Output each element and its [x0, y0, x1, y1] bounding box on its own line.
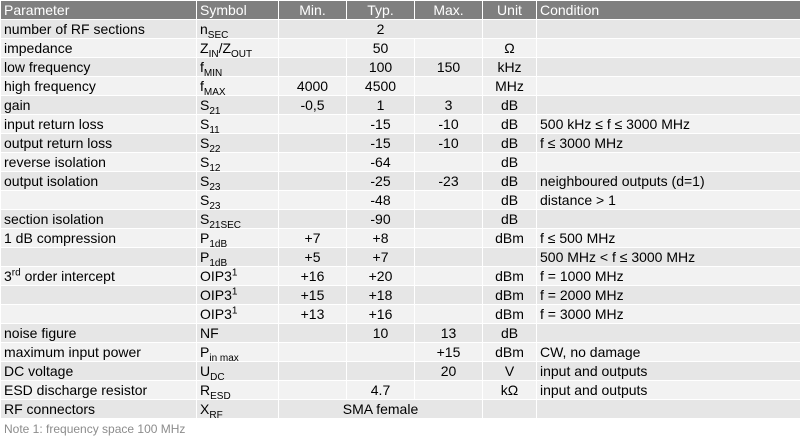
table-row — [1, 39, 800, 58]
min-cell — [279, 39, 347, 58]
max-cell: 3 — [415, 96, 483, 115]
table-row — [1, 229, 800, 248]
condition-cell: 500 MHz < f ≤ 3000 MHz — [537, 248, 800, 267]
parameter-text: number of RF sections — [4, 21, 145, 37]
symbol-cell — [197, 381, 279, 400]
symbol-base: S — [200, 135, 209, 151]
symbol-cell — [197, 172, 279, 191]
typ-cell: -90 — [347, 210, 415, 229]
symbol-subscript: DC — [210, 372, 224, 381]
parameter-cell — [1, 115, 197, 134]
typ-cell — [347, 362, 415, 381]
min-cell — [279, 210, 347, 229]
symbol-cell — [197, 362, 279, 381]
symbol-tail: /Z — [219, 40, 231, 56]
symbol-cell — [197, 248, 279, 267]
parameter-cell — [1, 77, 197, 96]
parameter-cell — [1, 267, 197, 286]
parameter-cell — [1, 229, 197, 248]
max-cell — [415, 229, 483, 248]
max-cell: 13 — [415, 324, 483, 343]
min-cell — [279, 134, 347, 153]
parameter-text: section isolation — [4, 211, 104, 227]
unit-cell: dB — [483, 210, 537, 229]
max-cell — [415, 267, 483, 286]
unit-cell: dB — [483, 172, 537, 191]
symbol-subscript: IN — [209, 49, 219, 58]
symbol-base: S — [200, 154, 209, 170]
condition-cell: f ≤ 500 MHz — [537, 229, 800, 248]
table-row — [1, 248, 800, 267]
symbol-cell — [197, 305, 279, 324]
unit-cell: Ω — [483, 39, 537, 58]
symbol-base: f — [200, 59, 204, 75]
parameter-cell — [1, 210, 197, 229]
symbol-base: X — [200, 401, 209, 417]
header-min: Min. — [279, 1, 347, 20]
typ-cell: 4500 — [347, 77, 415, 96]
parameter-cell — [1, 324, 197, 343]
unit-cell: dB — [483, 324, 537, 343]
min-cell — [279, 191, 347, 210]
typ-cell: -64 — [347, 153, 415, 172]
symbol-base: NF — [200, 325, 219, 341]
parameter-cell — [1, 58, 197, 77]
symbol-base: S — [200, 97, 209, 113]
symbol-superscript: 1 — [232, 286, 238, 297]
unit-cell: dB — [483, 134, 537, 153]
header-condition: Condition — [537, 1, 800, 20]
symbol-cell — [197, 400, 279, 419]
max-cell: 20 — [415, 362, 483, 381]
symbol-subscript-2: OUT — [231, 49, 252, 58]
max-cell: +15 — [415, 343, 483, 362]
table-row — [1, 324, 800, 343]
parameter-text: DC voltage — [4, 363, 73, 379]
symbol-superscript: 1 — [232, 305, 238, 316]
typ-cell: -25 — [347, 172, 415, 191]
condition-cell — [537, 153, 800, 172]
unit-cell: dB — [483, 191, 537, 210]
symbol-subscript: RF — [209, 410, 222, 419]
max-cell — [415, 77, 483, 96]
parameter-tail: order intercept — [21, 268, 115, 284]
symbol-base: OIP3 — [200, 287, 232, 303]
typ-cell: 100 — [347, 58, 415, 77]
symbol-cell — [197, 343, 279, 362]
parameter-cell — [1, 400, 197, 419]
symbol-base: P — [200, 230, 209, 246]
symbol-cell — [197, 191, 279, 210]
unit-cell: dBm — [483, 267, 537, 286]
condition-cell — [537, 20, 800, 39]
parameter-cell — [1, 305, 197, 324]
parameter-cell — [1, 248, 197, 267]
parameter-cell — [1, 381, 197, 400]
unit-cell: dB — [483, 153, 537, 172]
max-cell: -10 — [415, 115, 483, 134]
unit-cell: kΩ — [483, 381, 537, 400]
condition-cell — [537, 210, 800, 229]
symbol-subscript: 22 — [209, 144, 220, 153]
condition-cell — [537, 96, 800, 115]
table-row — [1, 362, 800, 381]
typ-cell: +16 — [347, 305, 415, 324]
symbol-cell — [197, 267, 279, 286]
symbol-subscript: 23 — [209, 201, 220, 210]
symbol-subscript: 1dB — [209, 239, 227, 248]
symbol-base: Z — [200, 40, 209, 56]
typ-cell: -15 — [347, 134, 415, 153]
symbol-base: S — [200, 211, 209, 227]
typ-cell: +18 — [347, 286, 415, 305]
symbol-subscript: 12 — [209, 163, 220, 172]
table-body — [1, 20, 800, 419]
parameter-cell — [1, 39, 197, 58]
header-row — [1, 1, 800, 20]
unit-cell — [483, 400, 537, 419]
parameter-text: 3 — [4, 268, 12, 284]
typ-cell: -48 — [347, 191, 415, 210]
parameter-text: input return loss — [4, 116, 104, 132]
typ-cell: +8 — [347, 229, 415, 248]
condition-cell — [537, 324, 800, 343]
unit-cell: dB — [483, 96, 537, 115]
symbol-cell — [197, 115, 279, 134]
min-cell: 4000 — [279, 77, 347, 96]
condition-cell: distance > 1 — [537, 191, 800, 210]
parameter-text: noise figure — [4, 325, 76, 341]
parameter-text: impedance — [4, 40, 73, 56]
condition-cell: f ≤ 3000 MHz — [537, 134, 800, 153]
condition-cell: neighboured outputs (d=1) — [537, 172, 800, 191]
min-cell: +13 — [279, 305, 347, 324]
symbol-cell — [197, 210, 279, 229]
symbol-base: R — [200, 382, 210, 398]
max-cell — [415, 210, 483, 229]
symbol-cell — [197, 229, 279, 248]
condition-cell: f = 2000 MHz — [537, 286, 800, 305]
header-max: Max. — [415, 1, 483, 20]
table-row — [1, 267, 800, 286]
symbol-subscript: 1dB — [209, 258, 227, 267]
condition-cell: f = 3000 MHz — [537, 305, 800, 324]
parameter-cell — [1, 20, 197, 39]
parameter-cell — [1, 362, 197, 381]
condition-cell: f = 1000 MHz — [537, 267, 800, 286]
table-row — [1, 400, 800, 419]
table-row — [1, 210, 800, 229]
symbol-base: S — [200, 116, 209, 132]
min-cell: +15 — [279, 286, 347, 305]
table-row — [1, 343, 800, 362]
parameter-text: maximum input power — [4, 344, 141, 360]
typ-cell: 4.7 — [347, 381, 415, 400]
parameter-cell — [1, 96, 197, 115]
symbol-cell — [197, 286, 279, 305]
symbol-cell — [197, 20, 279, 39]
min-cell — [279, 324, 347, 343]
condition-cell: CW, no damage — [537, 343, 800, 362]
max-cell — [415, 39, 483, 58]
table-row — [1, 20, 800, 39]
max-cell — [415, 248, 483, 267]
condition-cell — [537, 58, 800, 77]
symbol-base: S — [200, 173, 209, 189]
max-cell — [415, 381, 483, 400]
symbol-subscript: 21SEC — [209, 220, 241, 229]
max-cell — [415, 286, 483, 305]
max-cell — [415, 153, 483, 172]
min-cell: +7 — [279, 229, 347, 248]
header-unit: Unit — [483, 1, 537, 20]
symbol-subscript: ESD — [210, 391, 231, 400]
parameter-text: gain — [4, 97, 30, 113]
typ-cell — [347, 343, 415, 362]
parameter-cell — [1, 172, 197, 191]
max-cell: 150 — [415, 58, 483, 77]
parameter-cell — [1, 153, 197, 172]
condition-cell: 500 kHz ≤ f ≤ 3000 MHz — [537, 115, 800, 134]
unit-cell: dBm — [483, 229, 537, 248]
parameter-cell — [1, 134, 197, 153]
unit-cell: dBm — [483, 343, 537, 362]
max-cell — [415, 191, 483, 210]
symbol-cell — [197, 324, 279, 343]
min-cell — [279, 153, 347, 172]
parameter-cell — [1, 343, 197, 362]
parameter-superscript: rd — [12, 267, 21, 278]
min-cell: +5 — [279, 248, 347, 267]
min-cell: -0,5 — [279, 96, 347, 115]
unit-cell: V — [483, 362, 537, 381]
parameter-text: 1 dB compression — [4, 230, 116, 246]
symbol-base: OIP3 — [200, 306, 232, 322]
symbol-base: n — [200, 21, 208, 37]
min-cell: +16 — [279, 267, 347, 286]
symbol-base: OIP3 — [200, 268, 232, 284]
parameter-text: output return loss — [4, 135, 112, 151]
min-cell — [279, 343, 347, 362]
symbol-cell — [197, 39, 279, 58]
symbol-subscript: 11 — [209, 125, 219, 134]
parameter-text: RF connectors — [4, 401, 95, 417]
condition-cell — [537, 400, 800, 419]
typ-cell: 50 — [347, 39, 415, 58]
symbol-cell — [197, 96, 279, 115]
symbol-cell — [197, 134, 279, 153]
unit-cell: kHz — [483, 58, 537, 77]
symbol-base: S — [200, 192, 209, 208]
condition-cell — [537, 39, 800, 58]
symbol-subscript: 21 — [209, 106, 220, 115]
min-cell — [279, 172, 347, 191]
symbol-superscript: 1 — [232, 267, 238, 278]
table-row — [1, 305, 800, 324]
condition-cell — [537, 77, 800, 96]
unit-cell — [483, 20, 537, 39]
symbol-subscript: SEC — [208, 30, 229, 39]
typ-cell: 2 — [279, 20, 483, 39]
header-typ: Typ. — [347, 1, 415, 20]
header-symbol: Symbol — [197, 1, 279, 20]
symbol-base: U — [200, 363, 210, 379]
min-cell — [279, 362, 347, 381]
header-parameter: Parameter — [1, 1, 197, 20]
parameter-cell — [1, 286, 197, 305]
symbol-subscript: in max — [209, 353, 238, 362]
unit-cell: MHz — [483, 77, 537, 96]
parameter-text: low frequency — [4, 59, 90, 75]
typ-cell: 10 — [347, 324, 415, 343]
typ-cell: -15 — [347, 115, 415, 134]
table-row — [1, 134, 800, 153]
parameter-cell — [1, 191, 197, 210]
table-row — [1, 115, 800, 134]
condition-cell: input and outputs — [537, 362, 800, 381]
unit-cell: dBm — [483, 286, 537, 305]
table-row — [1, 153, 800, 172]
symbol-base: f — [200, 78, 204, 94]
symbol-subscript: MAX — [204, 87, 226, 96]
symbol-cell — [197, 58, 279, 77]
unit-cell: dB — [483, 115, 537, 134]
parameter-text: ESD discharge resistor — [4, 382, 147, 398]
unit-cell — [483, 248, 537, 267]
max-cell — [415, 305, 483, 324]
max-cell: -10 — [415, 134, 483, 153]
typ-cell: +7 — [347, 248, 415, 267]
symbol-cell — [197, 153, 279, 172]
min-cell — [279, 381, 347, 400]
typ-cell: +20 — [347, 267, 415, 286]
table-row — [1, 96, 800, 115]
table-row — [1, 172, 800, 191]
symbol-subscript: MIN — [204, 68, 222, 77]
typ-cell: 1 — [347, 96, 415, 115]
min-cell — [279, 58, 347, 77]
table-row — [1, 381, 800, 400]
footnote: Note 1: frequency space 100 MHz — [0, 419, 800, 439]
symbol-cell — [197, 77, 279, 96]
symbol-base: P — [200, 249, 209, 265]
parameter-text: reverse isolation — [4, 154, 106, 170]
table-row — [1, 286, 800, 305]
max-cell: -23 — [415, 172, 483, 191]
parameter-text: output isolation — [4, 173, 98, 189]
unit-cell: dBm — [483, 305, 537, 324]
table-row — [1, 77, 800, 96]
symbol-subscript: 23 — [209, 182, 220, 191]
table-row — [1, 58, 800, 77]
condition-cell: input and outputs — [537, 381, 800, 400]
symbol-base: P — [200, 344, 209, 360]
typ-cell: SMA female — [279, 400, 483, 419]
min-cell — [279, 115, 347, 134]
table-row — [1, 191, 800, 210]
parameter-text: high frequency — [4, 78, 96, 94]
